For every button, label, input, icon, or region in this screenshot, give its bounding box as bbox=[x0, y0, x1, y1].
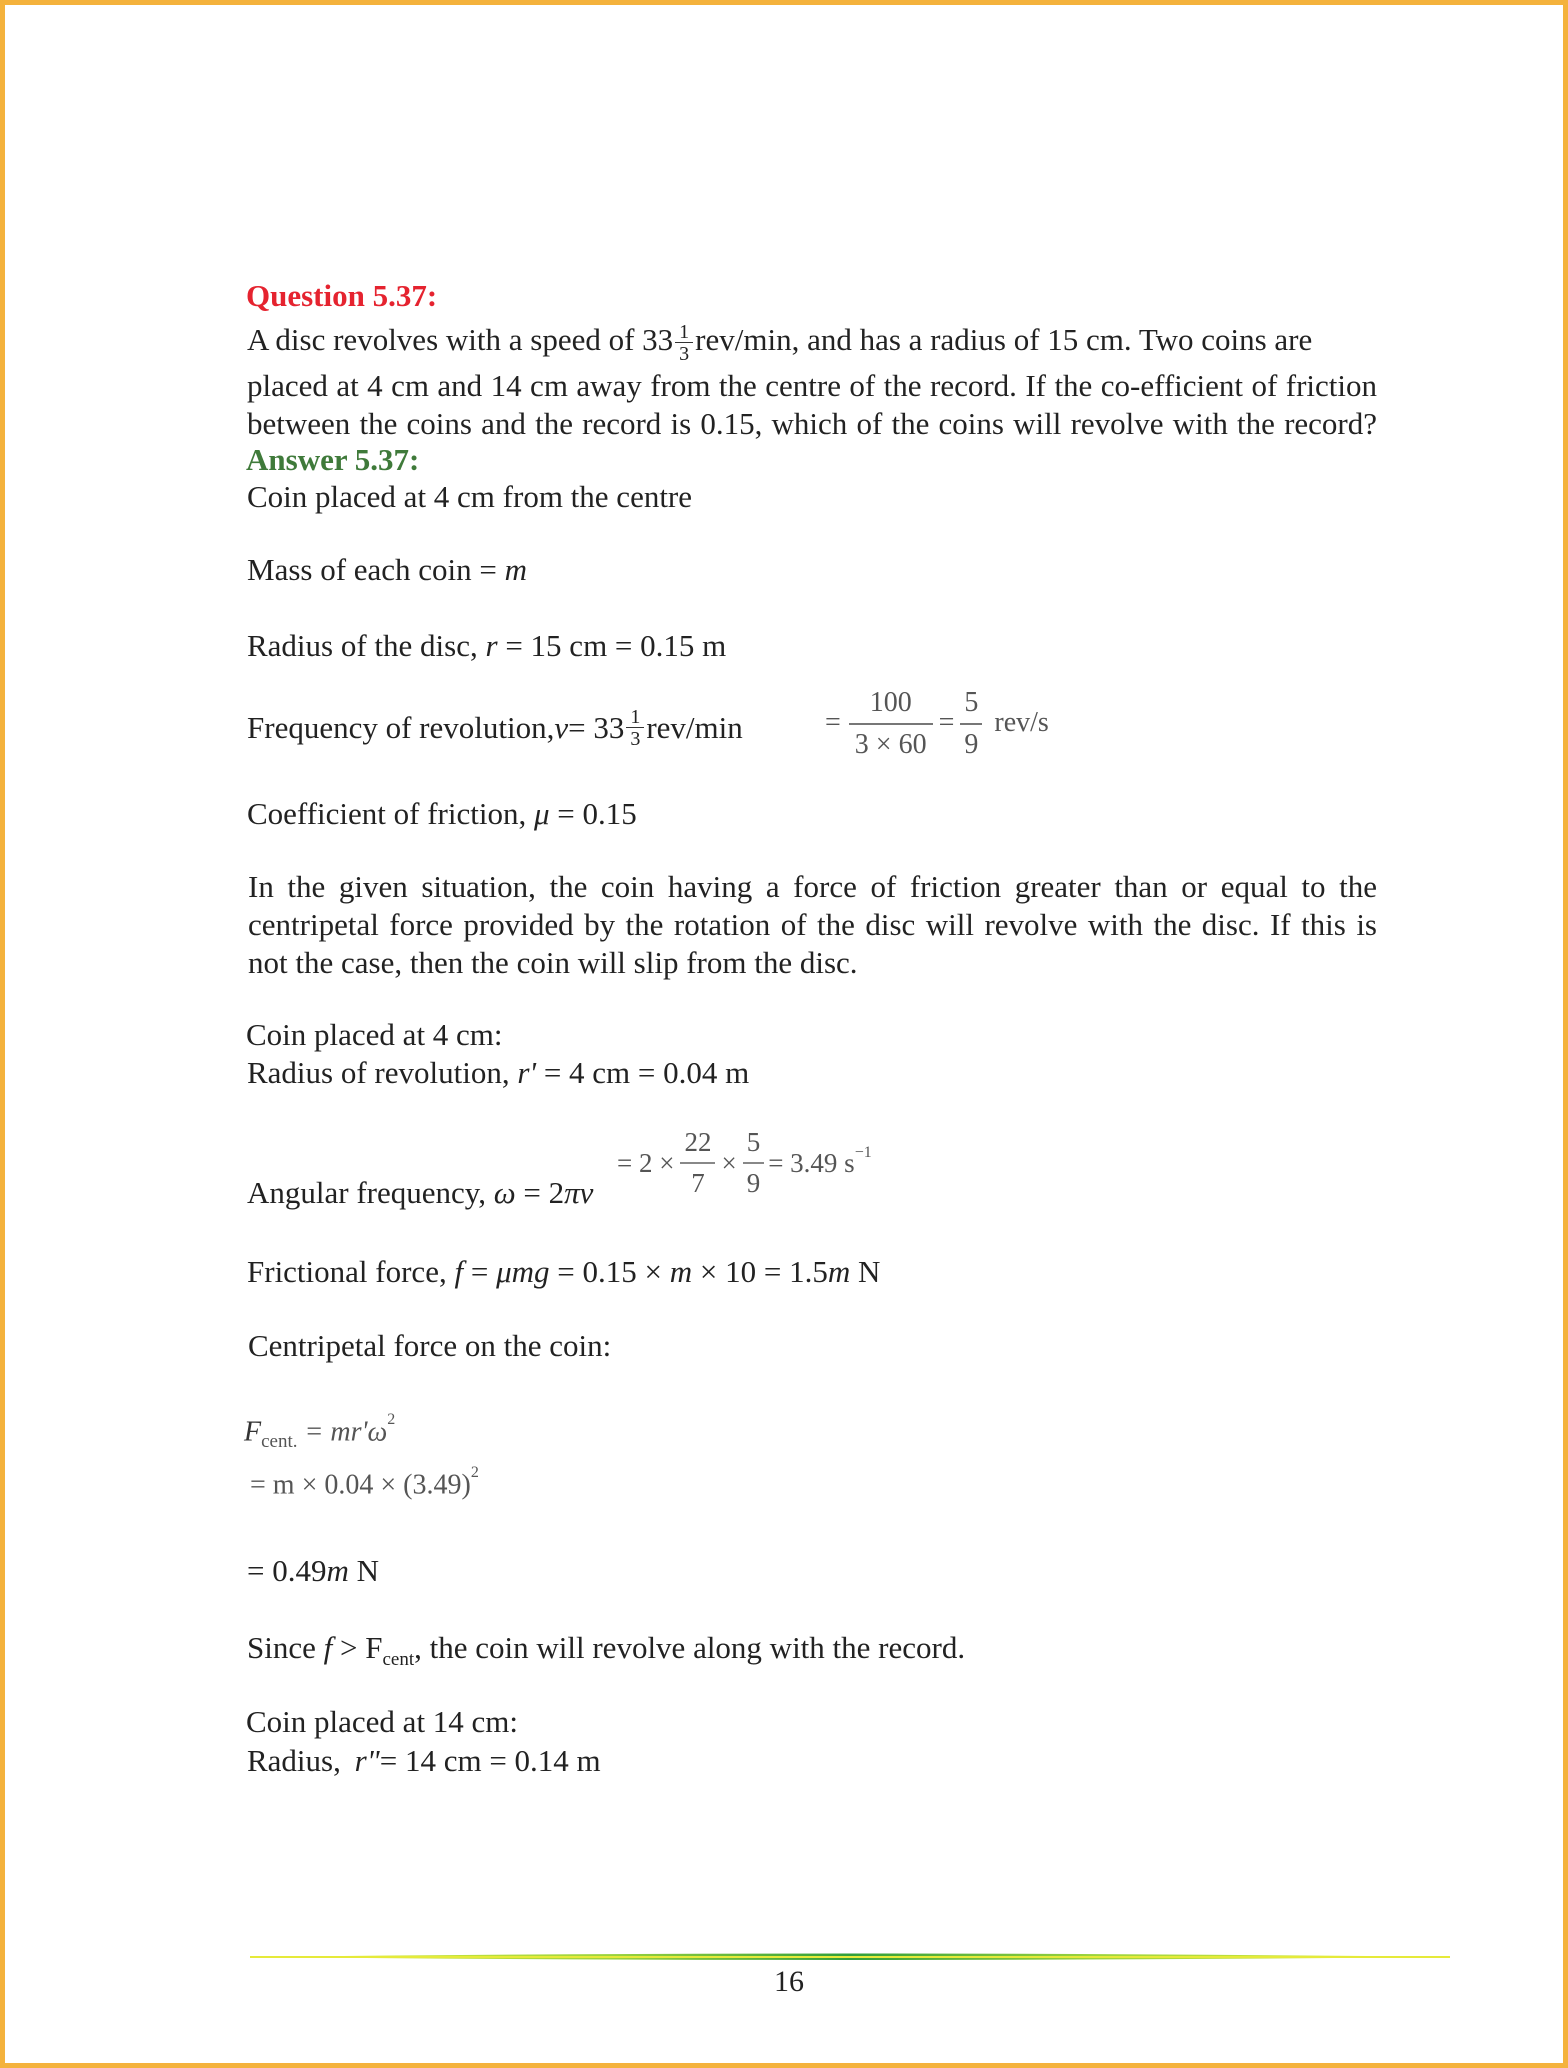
question-line-2: placed at 4 cm and 14 cm away from the centre of the record. If the co-efficient of friction bbox=[247, 368, 1377, 403]
coin4-radius-value: = 4 cm = 0.04 m bbox=[536, 1055, 750, 1090]
fcent-substitution-exponent: 2 bbox=[470, 1464, 479, 1481]
omega-result: = 3.49 s bbox=[768, 1148, 855, 1178]
radius-variable: r bbox=[485, 628, 498, 663]
omega-expression bbox=[617, 1129, 872, 1197]
since-f: f bbox=[323, 1630, 333, 1665]
question-line-1-start bbox=[247, 321, 1312, 364]
frequency-mixed-fraction bbox=[626, 707, 644, 749]
mass-variable: m bbox=[504, 552, 528, 587]
omega-fraction-2-denominator: 9 bbox=[743, 1162, 765, 1197]
fcent-result bbox=[247, 1552, 379, 1590]
coin4-radius-label: Radius of revolution, bbox=[247, 1055, 518, 1090]
times-sign: × bbox=[721, 1148, 737, 1178]
mu-variable: μ bbox=[533, 796, 550, 831]
friction-eq-2: = 0.15 × bbox=[549, 1254, 670, 1289]
footer-divider bbox=[250, 1950, 1450, 1964]
since-line bbox=[247, 1629, 965, 1679]
equals-sign-2: = bbox=[938, 707, 955, 738]
conversion-denominator: 3 × 60 bbox=[849, 723, 933, 759]
question-line-1 bbox=[247, 321, 1377, 364]
coin14-radius-variable: r" bbox=[354, 1743, 380, 1778]
result-numerator: 5 bbox=[964, 687, 979, 718]
friction-mu-mg: μmg bbox=[496, 1254, 550, 1289]
mu-label: Coefficient of friction, bbox=[247, 796, 534, 831]
frequency-unit: rev/min bbox=[646, 710, 743, 745]
omega-definition: = 2 bbox=[515, 1175, 565, 1210]
fraction-numerator: 1 bbox=[679, 320, 690, 343]
omega-definition-variable: πv bbox=[564, 1175, 594, 1210]
coin14-radius-value: = 14 cm = 0.14 m bbox=[379, 1743, 601, 1778]
radius-label: Radius of the disc, bbox=[247, 628, 486, 663]
since-subscript: cent bbox=[382, 1649, 415, 1671]
explanation-line-1: In the given situation, the coin having a force of friction greater than or equal to the bbox=[248, 869, 1377, 904]
frequency-variable: v bbox=[554, 710, 569, 745]
mixed-fraction bbox=[675, 322, 693, 364]
fraction-denominator: 3 bbox=[675, 342, 693, 364]
radius-value: = 15 cm = 0.15 m bbox=[497, 628, 727, 663]
frequency-conversion bbox=[825, 687, 1049, 759]
fcent-line-1 bbox=[244, 1407, 395, 1461]
friction-unit: N bbox=[850, 1254, 881, 1289]
friction-mass-2: m bbox=[827, 1254, 851, 1289]
answer-intro: Coin placed at 4 cm from the centre bbox=[247, 479, 693, 514]
omega-prefix: = 2 × bbox=[617, 1148, 675, 1178]
friction-eq-1: = bbox=[463, 1254, 497, 1289]
fcent-substitution: = m × 0.04 × (3.49) bbox=[250, 1469, 471, 1501]
omega-fraction-1-denominator: 7 bbox=[680, 1162, 715, 1197]
omega-line bbox=[247, 1174, 593, 1212]
question-text-a: A disc revolves with a speed of 33 bbox=[247, 322, 674, 357]
mass-line bbox=[247, 551, 527, 589]
mu-value: = 0.15 bbox=[549, 796, 637, 831]
coin4-radius-line bbox=[247, 1054, 749, 1092]
explanation-line-2: centripetal force provided by the rotation of the disc will revolve with the disc. If this is bbox=[248, 907, 1377, 942]
coin14-radius-line bbox=[247, 1742, 601, 1780]
frequency-label: Frequency of revolution, bbox=[247, 710, 555, 745]
friction-label: Frictional force, bbox=[247, 1254, 455, 1289]
omega-label: Angular frequency, bbox=[247, 1175, 494, 1210]
omega-exponent: −1 bbox=[854, 1144, 872, 1161]
frequency-equals: = 33 bbox=[568, 710, 625, 745]
friction-line bbox=[247, 1253, 880, 1291]
result-denominator: 9 bbox=[960, 723, 982, 759]
fcent-exponent: 2 bbox=[387, 1411, 396, 1428]
equals-sign: = bbox=[825, 707, 841, 738]
omega-variable: ω bbox=[493, 1175, 516, 1210]
answer-heading: Answer 5.37: bbox=[246, 442, 420, 477]
friction-eq-3: × 10 = 1.5 bbox=[692, 1254, 828, 1289]
coin14-heading: Coin placed at 14 cm: bbox=[246, 1704, 519, 1739]
coin4-heading: Coin placed at 4 cm: bbox=[246, 1017, 503, 1052]
since-conclusion: , the coin will revolve along with the record. bbox=[414, 1630, 966, 1665]
question-line-3: between the coins and the record is 0.15, which of the coins will revolve with the record? bbox=[247, 406, 1377, 441]
conversion-numerator: 100 bbox=[869, 687, 912, 718]
omega-fraction-2 bbox=[743, 1129, 765, 1197]
omega-fraction-1-numerator: 22 bbox=[684, 1127, 712, 1157]
fcent-line-2 bbox=[250, 1460, 479, 1504]
result-fraction bbox=[960, 687, 982, 759]
friction-variable: f bbox=[454, 1254, 464, 1289]
fraction-numerator: 1 bbox=[630, 706, 641, 728]
since-greater: > F bbox=[332, 1630, 383, 1665]
fcent-equation: = mr'ω bbox=[297, 1416, 388, 1448]
fcent-result-unit: N bbox=[348, 1553, 380, 1588]
friction-mass: m bbox=[669, 1254, 693, 1289]
fcent-subscript: cent. bbox=[261, 1430, 298, 1452]
mu-line bbox=[247, 795, 637, 833]
since-text: Since bbox=[247, 1630, 324, 1665]
conversion-fraction bbox=[849, 687, 933, 759]
fcent-result-mass: m bbox=[326, 1553, 349, 1588]
omega-fraction-1 bbox=[680, 1129, 715, 1197]
result-unit: rev/s bbox=[994, 707, 1049, 738]
coin14-radius-label: Radius, bbox=[247, 1743, 349, 1778]
omega-fraction-2-numerator: 5 bbox=[746, 1127, 761, 1157]
explanation-line-3: not the case, then the coin will slip from the disc. bbox=[248, 945, 858, 980]
coin4-radius-variable: r' bbox=[517, 1055, 537, 1090]
fraction-denominator: 3 bbox=[626, 727, 644, 749]
fcent-symbol: F bbox=[244, 1416, 262, 1448]
radius-line bbox=[247, 627, 726, 665]
question-heading: Question 5.37: bbox=[246, 278, 438, 313]
question-text-b: rev/min, and has a radius of 15 cm. Two coins are bbox=[695, 322, 1313, 357]
page-number: 16 bbox=[774, 1965, 804, 1998]
fcent-result-value: = 0.49 bbox=[247, 1553, 327, 1588]
mass-label: Mass of each coin = bbox=[247, 552, 505, 587]
centripetal-heading: Centripetal force on the coin: bbox=[248, 1328, 612, 1363]
frequency-line bbox=[247, 707, 743, 749]
